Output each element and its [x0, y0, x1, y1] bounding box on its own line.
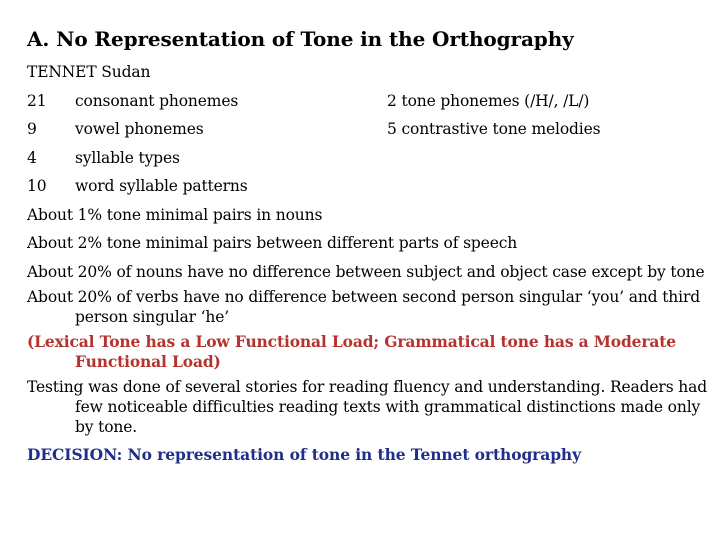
stat-row — [27, 87, 707, 116]
stat-label: consonant phonemes — [75, 91, 239, 110]
stat-right: 5 contrastive tone melodies — [387, 120, 601, 138]
stat-row — [27, 144, 707, 173]
minimal-pairs-nouns: About 1% tone minimal pairs in nouns — [27, 205, 323, 224]
stat-label: vowel phonemes — [75, 120, 204, 138]
decision-text: DECISION: No representation of tone in the Tennet orthography — [27, 444, 582, 464]
slide — [27, 26, 707, 468]
verbs-person-text: About 20% of verbs have no difference between second person singular ‘you’ and third person singular ‘he’ — [27, 287, 700, 326]
stat-number: 9 — [27, 120, 37, 138]
slide-title: A. No Representation of Tone in the Orthography — [27, 27, 574, 51]
stat-number: 21 — [27, 91, 47, 110]
stat-row — [27, 172, 707, 201]
stat-number: 4 — [27, 148, 37, 167]
minimal-pairs-pos: About 2% tone minimal pairs between different parts of speech — [27, 234, 518, 252]
stat-label: word syllable patterns — [75, 177, 248, 195]
stat-label: syllable types — [75, 148, 180, 167]
language-name: TENNET Sudan — [27, 63, 151, 81]
functional-load-note: (Lexical Tone has a Low Functional Load; Grammatical tone has a Moderate Functional Load) — [27, 331, 677, 371]
nouns-case-text: About 20% of nouns have no difference between subject and object case except by tone — [27, 262, 705, 281]
testing-text: Testing was done of several stories for reading fluency and understanding. Readers had few noticeable difficulties reading texts with grammatical distinctions made only by tone. — [27, 377, 707, 436]
stat-number: 10 — [27, 177, 47, 195]
stat-row — [27, 115, 707, 144]
stat-right: 2 tone phonemes (/H/, /L/) — [387, 91, 590, 110]
